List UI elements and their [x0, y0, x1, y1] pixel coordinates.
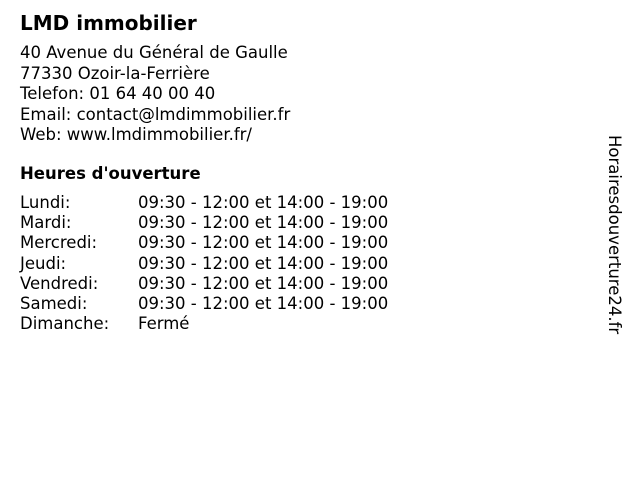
day-label: Samedi:	[20, 293, 88, 313]
time-value: 09:30 - 12:00 et 14:00 - 19:00	[138, 233, 389, 253]
watermark-text: Horairesdouverture24.fr	[605, 135, 624, 335]
time-value: 09:30 - 12:00 et 14:00 - 19:00	[138, 293, 389, 313]
day-label: Vendredi:	[20, 273, 99, 293]
hours-row-mardi	[20, 213, 460, 233]
hours-table	[20, 193, 460, 334]
email-line: Email: contact@lmdimmobilier.fr	[20, 104, 291, 124]
day-label: Jeudi:	[20, 253, 67, 273]
time-value: 09:30 - 12:00 et 14:00 - 19:00	[138, 193, 389, 212]
hours-heading: Heures d'ouverture	[20, 164, 201, 183]
contact-block	[20, 43, 290, 146]
hours-row-mercredi	[20, 233, 460, 253]
hours-row-dimanche	[20, 314, 460, 334]
business-name: LMD immobilier	[20, 11, 197, 35]
address-line-1: 40 Avenue du Général de Gaulle	[20, 43, 288, 62]
day-label: Mardi:	[20, 213, 72, 233]
day-label: Lundi:	[20, 193, 71, 212]
address-line-2: 77330 Ozoir-la-Ferrière	[20, 63, 210, 83]
day-label: Dimanche:	[20, 314, 110, 334]
time-value: 09:30 - 12:00 et 14:00 - 19:00	[138, 253, 389, 273]
day-label: Mercredi:	[20, 233, 98, 253]
hours-row-vendredi	[20, 274, 460, 294]
phone-line: Telefon: 01 64 40 00 40	[20, 84, 216, 103]
time-value: Fermé	[138, 314, 190, 334]
hours-row-samedi	[20, 294, 460, 314]
time-value: 09:30 - 12:00 et 14:00 - 19:00	[138, 213, 389, 233]
web-line: Web: www.lmdimmobilier.fr/	[20, 125, 252, 144]
time-value: 09:30 - 12:00 et 14:00 - 19:00	[138, 273, 389, 293]
hours-row-lundi	[20, 193, 460, 213]
hours-row-jeudi	[20, 254, 460, 274]
